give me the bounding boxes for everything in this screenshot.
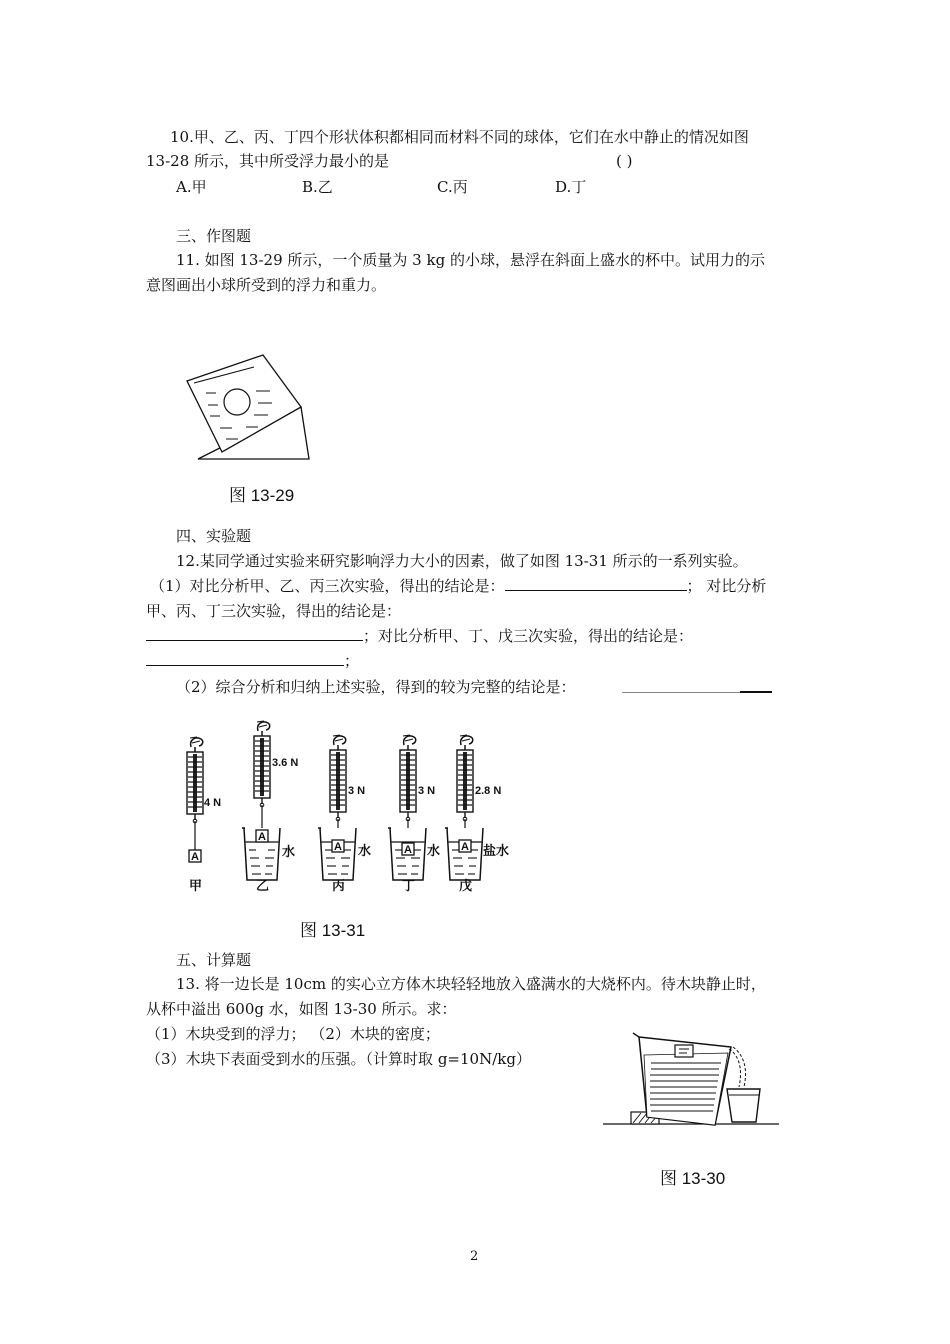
q12-line5-text: ； bbox=[344, 652, 360, 670]
answer-blank-4[interactable] bbox=[740, 691, 772, 693]
q13-line4: （3）木块下表面受到水的压强。（计算时取 g=10N/kg） bbox=[146, 1050, 531, 1068]
q12-line4 bbox=[146, 626, 693, 646]
section-heading-drawing: 三、作图题 bbox=[176, 227, 252, 245]
reading-wu: 2.8 N bbox=[475, 785, 502, 797]
reading-bing: 3 N bbox=[348, 785, 366, 797]
scale-yi bbox=[242, 721, 298, 880]
figure-13-30 bbox=[603, 1025, 783, 1130]
page-number: 2 bbox=[470, 1249, 479, 1264]
ball-icon bbox=[224, 389, 250, 415]
q10-answer-paren: ( ) bbox=[616, 152, 633, 170]
q12-part1-text-b: ； 对比分析 bbox=[686, 577, 767, 595]
figure-13-29-caption: 图 13-29 bbox=[229, 486, 295, 505]
section-heading-calculation: 五、计算题 bbox=[176, 951, 252, 969]
label-ding: 丁 bbox=[402, 879, 416, 894]
figure-13-31-caption: 图 13-31 bbox=[300, 921, 366, 940]
q13-line2: 从杯中溢出 600g 水，如图 13-30 所示。求： bbox=[146, 1000, 457, 1018]
liquid-bing: 水 bbox=[358, 844, 372, 859]
q12-part1-text: （1）对比分析甲、乙、丙三次实验，得出的结论是： bbox=[150, 577, 505, 595]
figure-13-29 bbox=[180, 355, 320, 465]
q11-line1: 11. 如图 13-29 所示，一个质量为 3 kg 的小球，悬浮在斜面上盛水的杯中。试用力的示 bbox=[176, 251, 765, 269]
scale-jia bbox=[187, 737, 221, 863]
svg-text:A: A bbox=[461, 841, 469, 853]
answer-blank-3[interactable] bbox=[146, 651, 344, 666]
q11-line2: 意图画出小球所受到的浮力和重力。 bbox=[146, 276, 387, 294]
scale-wu bbox=[445, 735, 509, 880]
svg-text:A: A bbox=[334, 841, 342, 853]
label-wu: 戊 bbox=[459, 879, 473, 894]
q10-line1: 10.甲、乙、丙、丁四个形状体积都相同而材料不同的球体，它们在水中静止的情况如图 bbox=[170, 128, 749, 146]
answer-blank-1[interactable] bbox=[505, 576, 687, 591]
q10-option-a: A.甲 bbox=[176, 178, 207, 196]
q10-option-c: C.丙 bbox=[437, 178, 468, 196]
liquid-ding: 水 bbox=[427, 844, 441, 859]
q12-line5 bbox=[146, 651, 359, 671]
q10-option-b: B.乙 bbox=[302, 178, 333, 196]
svg-text:A: A bbox=[258, 831, 266, 843]
figure-13-31 bbox=[180, 728, 520, 898]
section-heading-experiment: 四、实验题 bbox=[176, 527, 252, 545]
reading-yi: 3.6 N bbox=[272, 757, 299, 769]
q12-line2 bbox=[150, 576, 766, 596]
answer-blank-4-thin[interactable] bbox=[622, 692, 740, 693]
svg-text:A: A bbox=[191, 851, 199, 863]
q10-option-d: D.丁 bbox=[555, 178, 587, 196]
q12-line6: （2）综合分析和归纳上述实验，得到的较为完整的结论是： bbox=[176, 678, 576, 696]
answer-blank-2[interactable] bbox=[146, 626, 363, 641]
svg-text:A: A bbox=[404, 844, 412, 856]
q12-line1: 12.某同学通过实验来研究影响浮力大小的因素，做了如图 13-31 所示的一系列实验。 bbox=[176, 552, 748, 570]
q12-line3: 甲、丙、丁三次实验，得出的结论是： bbox=[146, 602, 402, 620]
figure-13-30-caption: 图 13-30 bbox=[660, 1169, 726, 1188]
q13-line3: （1）木块受到的浮力； （2）木块的密度； bbox=[146, 1025, 440, 1043]
q12-line4-text: ；对比分析甲、丁、戊三次实验，得出的结论是： bbox=[363, 627, 694, 645]
q13-line1: 13. 将一边长是 10cm 的实心立方体木块轻轻地放入盛满水的大烧杯内。待木块静止时， bbox=[176, 975, 766, 993]
label-jia: 甲 bbox=[189, 879, 203, 894]
reading-ding: 3 N bbox=[418, 785, 436, 797]
label-bing: 丙 bbox=[332, 879, 346, 894]
scale-ding bbox=[388, 735, 440, 880]
label-yi: 乙 bbox=[256, 879, 270, 894]
scale-bing bbox=[318, 735, 371, 880]
q10-line2: 13-28 所示，其中所受浮力最小的是 bbox=[146, 152, 390, 170]
liquid-wu: 盐水 bbox=[483, 844, 510, 859]
liquid-yi: 水 bbox=[282, 845, 296, 860]
reading-jia: 4 N bbox=[204, 797, 222, 809]
